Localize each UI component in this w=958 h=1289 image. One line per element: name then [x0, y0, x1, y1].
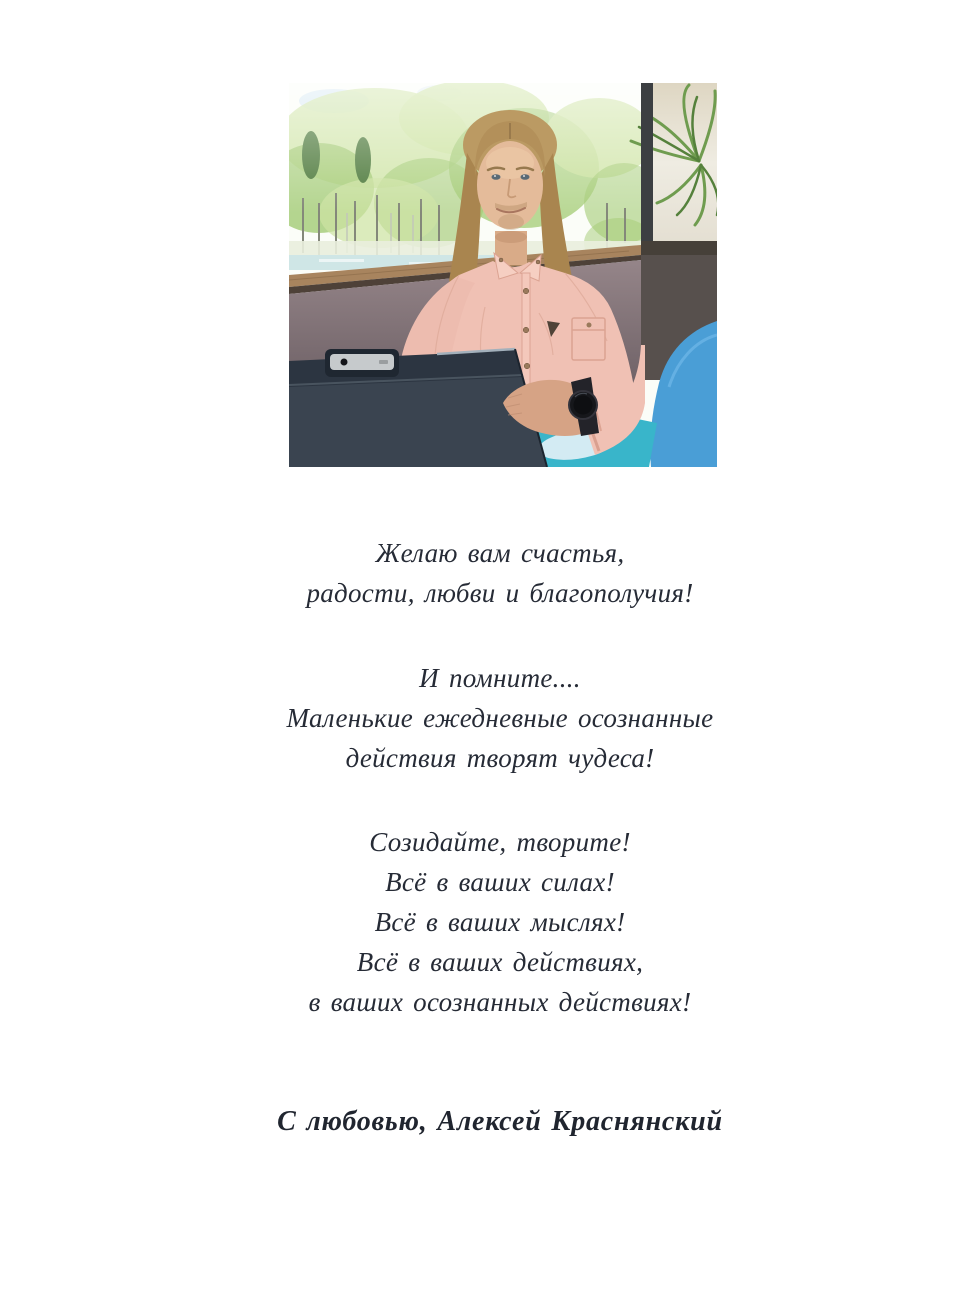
eye: [521, 174, 530, 180]
poem-line: Маленькие ежедневные осознанные: [286, 703, 714, 733]
author-photo-scene: [289, 83, 717, 467]
author-signature: С любовью, Алексей Краснянский: [277, 1106, 723, 1137]
poem-line: Всё в ваших действиях,: [356, 947, 644, 977]
beard-stubble: [498, 214, 524, 230]
window-frame-horizontal: [641, 241, 717, 255]
poem-line: Желаю вам счастья,: [375, 538, 625, 568]
wish-stanza-3: [42, 822, 958, 1022]
eye: [492, 174, 501, 180]
poem-line: Созидайте, творите!: [369, 827, 631, 857]
poem-line: в ваших осознанных действиях!: [308, 987, 692, 1017]
poem-line: Всё в ваших мыслях!: [374, 907, 626, 937]
interior-wall: [647, 83, 717, 243]
poem-line: радости, любви и благополучия!: [306, 578, 694, 608]
poem-line: Всё в ваших силах!: [385, 867, 615, 897]
wish-stanza-2: [42, 658, 958, 778]
window-frame-vertical: [641, 83, 653, 245]
wish-stanza-1: [42, 533, 958, 613]
poem-line: И помните....: [419, 663, 581, 693]
author-photo: [289, 83, 717, 467]
poem-line: действия творят чудеса!: [345, 743, 655, 773]
camera-lens: [341, 359, 348, 366]
